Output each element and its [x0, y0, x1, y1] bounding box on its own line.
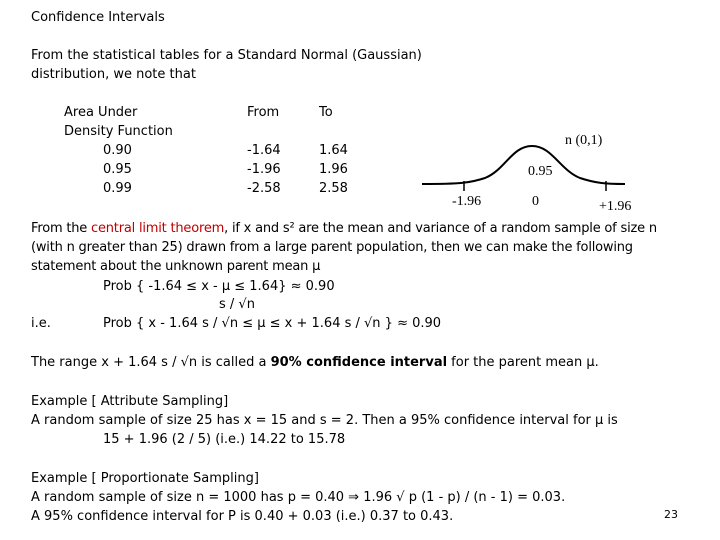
example1-title: Example [ Attribute Sampling] — [31, 394, 229, 409]
prob-statement-2: Prob { x - 1.64 s / √n ≤ μ ≤ x + 1.64 s / √n } ≈ 0.90 — [103, 316, 442, 331]
page-number: 23 — [664, 508, 678, 521]
example2-line-2: A 95% confidence interval for P is 0.40 + 0.03 (i.e.) 0.37 to 0.43. — [31, 509, 454, 524]
area-label: 0.95 — [528, 164, 553, 179]
header-to: To — [319, 105, 333, 120]
clt-post: , if x and s² are the mean and variance of a random sample of size n — [224, 221, 657, 236]
row-from: -1.64 — [247, 143, 281, 158]
distribution-label: n (0,1) — [565, 133, 603, 148]
row-to: 1.96 — [319, 162, 348, 177]
page-title: Confidence Intervals — [31, 10, 165, 25]
clt-line-1 — [31, 219, 657, 238]
intro-line-1: From the statistical tables for a Standard Normal (Gaussian) — [31, 48, 422, 63]
normal-curve — [422, 146, 625, 184]
row-area: 0.99 — [103, 181, 132, 196]
intro-line-2: distribution, we note that — [31, 67, 196, 82]
range-pre: The range x + 1.64 s / √n is called a — [31, 355, 271, 370]
ie-label: i.e. — [31, 316, 51, 331]
clt-term: central limit theorem — [91, 221, 225, 236]
clt-pre: From the — [31, 221, 92, 236]
example2-line-1: A random sample of size n = 1000 has p = 0.40 ⇒ 1.96 √ p (1 - p) / (n - 1) = 0.03. — [31, 490, 566, 505]
header-area-under: Area Under — [64, 105, 138, 120]
range-statement — [31, 353, 599, 372]
right-tick-label: +1.96 — [599, 199, 632, 214]
row-to: 2.58 — [319, 181, 348, 196]
clt-line-3: statement about the unknown parent mean μ — [31, 259, 321, 274]
row-area: 0.90 — [103, 143, 132, 158]
example1-line-2: 15 + 1.96 (2 / 5) (i.e.) 14.22 to 15.78 — [103, 432, 346, 447]
center-tick-label: 0 — [532, 194, 539, 209]
header-density-function: Density Function — [64, 124, 173, 139]
row-to: 1.64 — [319, 143, 348, 158]
row-from: -2.58 — [247, 181, 281, 196]
range-bold: 90% confidence interval — [270, 355, 448, 370]
prob-statement-1: Prob { -1.64 ≤ x - μ ≤ 1.64} ≈ 0.90 — [103, 279, 335, 294]
row-from: -1.96 — [247, 162, 281, 177]
example2-title: Example [ Proportionate Sampling] — [31, 471, 259, 486]
range-post: for the parent mean μ. — [447, 355, 599, 370]
prob-statement-1-denominator: s / √n — [219, 297, 255, 312]
clt-line-2: (with n greater than 25) drawn from a large parent population, then we can make the following — [31, 240, 633, 255]
header-from: From — [247, 105, 280, 120]
row-area: 0.95 — [103, 162, 132, 177]
left-tick-label: -1.96 — [452, 194, 482, 209]
example1-line-1: A random sample of size 25 has x = 15 and s = 2. Then a 95% confidence interval for μ is — [31, 413, 618, 428]
